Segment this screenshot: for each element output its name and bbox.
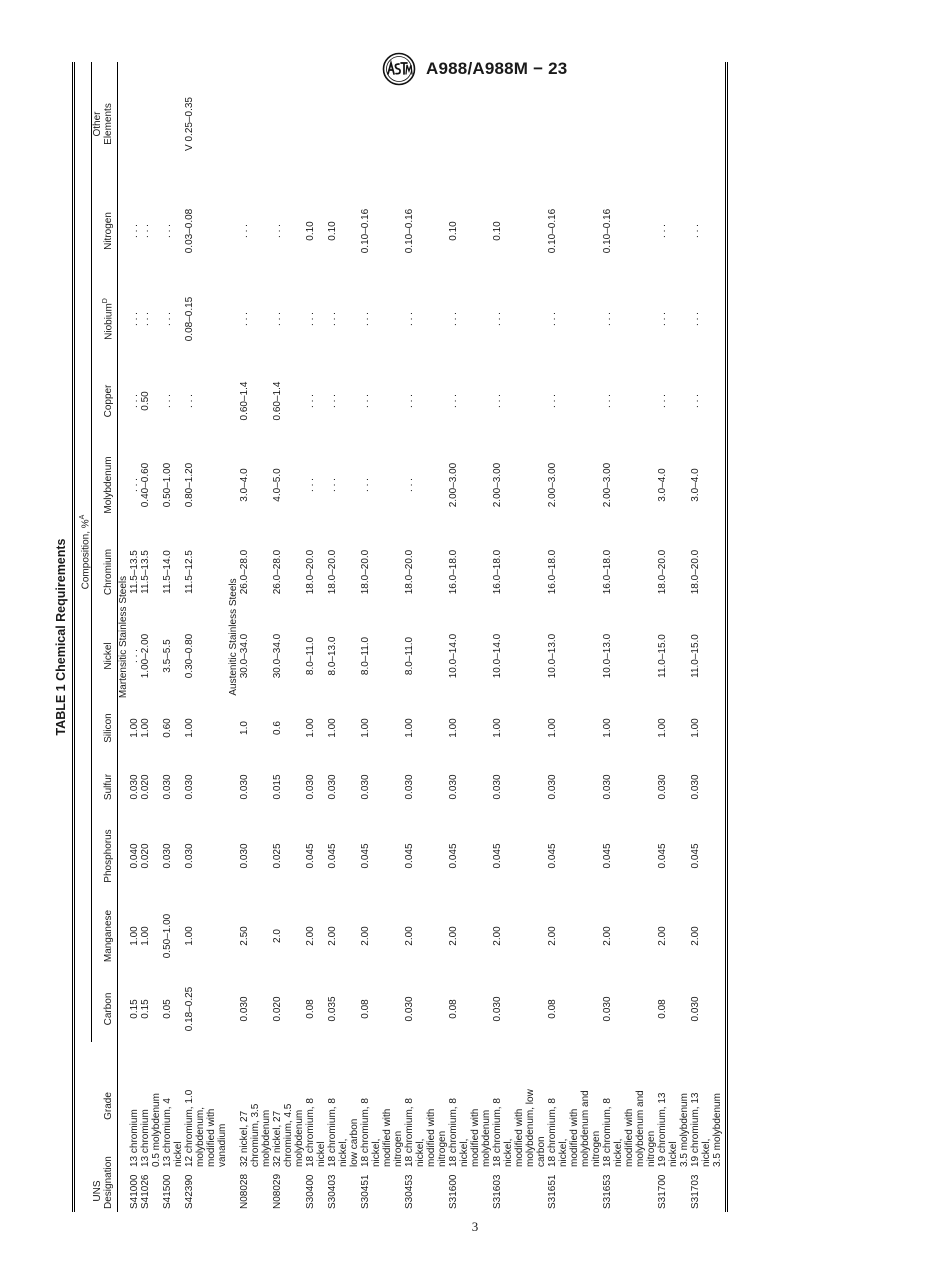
cell-nitrogen: 0.10: [327, 221, 339, 241]
cell-copper: . . .: [657, 394, 669, 408]
cell-nitrogen: 0.10–0.16: [360, 208, 372, 254]
cell-carbon: 0.05: [162, 999, 174, 1019]
cell-phosphorus: 0.045: [657, 843, 669, 869]
cell-phosphorus: 0.025: [272, 843, 284, 869]
cell-carbon: 0.030: [602, 996, 614, 1022]
header-molybdenum-label: Molybdenum: [103, 456, 115, 514]
cell-silicon: 1.00: [547, 718, 559, 738]
cell-nickel: 30.0–34.0: [239, 633, 251, 679]
cell-silicon: 0.6: [272, 721, 284, 735]
table-row: [272, 62, 305, 1212]
cell-sulfur: 0.030: [162, 774, 174, 800]
cell-chromium: 16.0–18.0: [492, 549, 504, 595]
table-row: [547, 62, 602, 1212]
section-row: [228, 62, 239, 1212]
cell-grade: 32 nickel, 27 chromium, 4.5 molybdenum: [272, 1103, 306, 1167]
cell-other-elements: [327, 62, 360, 186]
cell-sulfur: 0.030: [602, 774, 614, 800]
rotated-table-container: [47, 62, 895, 1212]
cell-niobium: . . .: [239, 312, 251, 326]
table-row: [448, 62, 492, 1212]
cell-nitrogen: . . .: [272, 224, 284, 238]
cell-carbon: 0.030: [492, 996, 504, 1022]
cell-grade: 19 chromium, 13 nickel 3.5 molybdenum: [657, 1092, 691, 1167]
cell-niobium: . . .: [547, 312, 559, 326]
cell-nitrogen: 0.10–0.16: [602, 208, 614, 254]
chemical-requirements-table: [72, 62, 728, 1212]
cell-phosphorus: 0.045: [448, 843, 460, 869]
cell-phosphorus: 0.030: [162, 843, 174, 869]
cell-grade: 18 chromium, 8 nickel, modified with molybdenum and nitrogen: [547, 1090, 603, 1167]
header-chromium-label: Chromium: [103, 548, 115, 596]
section-title: Martensitic Stainless Steels: [118, 575, 130, 699]
header-other-elements: [92, 62, 118, 186]
cell-molybdenum: 2.00–3.00: [492, 462, 504, 508]
header-phosphorus: [92, 816, 118, 896]
table-head: [74, 62, 118, 1212]
cell-niobium: . . .: [272, 312, 284, 326]
header-nickel-label: Nickel: [103, 642, 115, 670]
section-row: [118, 62, 130, 1212]
cell-manganese: 2.00: [404, 926, 416, 946]
header-phosphorus-label: Phosphorus: [103, 829, 115, 883]
cell-silicon: 1.00: [657, 718, 669, 738]
cell-sulfur: 0.030: [404, 774, 416, 800]
cell-other-elements: [404, 62, 448, 186]
cell-molybdenum: 2.00–3.00: [602, 462, 614, 508]
cell-nickel: 11.0–15.0: [690, 614, 727, 698]
cell-grade: 18 chromium, 8 nickel: [305, 1098, 328, 1167]
footnote-d-ref: D: [102, 298, 109, 304]
cell-manganese: 2.00: [492, 926, 504, 946]
cell-nickel: 0.30–0.80: [184, 633, 196, 679]
cell-niobium: . . .: [492, 312, 504, 326]
cell-copper: . . .: [690, 362, 727, 440]
cell-sulfur: 0.030: [327, 774, 339, 800]
cell-sulfur: 0.030: [690, 758, 727, 816]
cell-molybdenum: 2.00–3.00: [547, 462, 559, 508]
header-carbon-label: Carbon: [103, 992, 115, 1026]
cell-carbon: 0.18–0.25: [184, 986, 196, 1032]
cell-manganese: 2.00: [547, 926, 559, 946]
cell-molybdenum: 3.0–4.0: [690, 440, 727, 530]
cell-molybdenum: 3.0–4.0: [239, 468, 251, 502]
cell-sulfur: 0.030: [657, 774, 669, 800]
cell-manganese: 2.00: [690, 896, 727, 976]
cell-carbon: 0.08: [305, 999, 317, 1019]
cell-other-elements: [305, 62, 327, 186]
cell-nitrogen: . . .: [657, 224, 669, 238]
cell-chromium: 18.0–20.0: [360, 549, 372, 595]
cell-nitrogen: 0.03–0.08: [184, 208, 196, 254]
cell-grade: 18 chromium, 8 nickel, modified with nitrogen: [404, 1098, 449, 1167]
header-grade: Grade: [75, 1042, 118, 1170]
cell-manganese: 2.00: [448, 926, 460, 946]
cell-grade: 13 chromium: [129, 1109, 141, 1167]
cell-nickel: 10.0–13.0: [602, 633, 614, 679]
cell-nickel: 8.0–11.0: [305, 636, 317, 676]
cell-manganese: 1.00: [140, 926, 152, 946]
cell-silicon: 1.00: [404, 718, 416, 738]
cell-other-elements: [360, 62, 404, 186]
header-niobium-label: Niobium: [103, 303, 115, 340]
cell-nickel: 10.0–14.0: [448, 633, 460, 679]
cell-uns-designation: S30451: [360, 1174, 372, 1209]
cell-other-elements: [162, 62, 184, 186]
cell-niobium: . . .: [162, 312, 174, 326]
cell-copper: . . .: [162, 394, 174, 408]
cell-phosphorus: 0.045: [327, 843, 339, 869]
cell-uns-designation: S31700: [657, 1174, 669, 1209]
footnote-a-ref: A: [79, 514, 86, 520]
cell-silicon: 1.00: [690, 698, 727, 758]
cell-phosphorus: 0.045: [492, 843, 504, 869]
cell-nitrogen: . . .: [239, 224, 251, 238]
page-number: 3: [471, 1219, 479, 1234]
cell-niobium: . . .: [360, 312, 372, 326]
cell-nitrogen: 0.10: [448, 221, 460, 241]
header-manganese: [92, 896, 118, 976]
table-row: [602, 62, 657, 1212]
cell-nitrogen: . . .: [162, 224, 174, 238]
cell-copper: . . .: [129, 394, 141, 408]
cell-nickel: 3.5–5.5: [162, 639, 174, 673]
cell-copper: . . .: [602, 394, 614, 408]
cell-carbon: 0.15: [140, 999, 152, 1019]
cell-niobium: . . .: [129, 312, 141, 326]
cell-other-elements: [657, 62, 690, 186]
header-molybdenum: [92, 440, 118, 530]
cell-other-elements: [129, 62, 140, 186]
header-composition-label: Composition, %: [80, 519, 92, 590]
cell-sulfur: 0.030: [239, 774, 251, 800]
cell-niobium: . . .: [602, 312, 614, 326]
cell-molybdenum: 0.80–1.20: [184, 462, 196, 508]
cell-other-elements: [547, 62, 602, 186]
cell-manganese: 2.50: [239, 926, 251, 946]
cell-manganese: 1.00: [184, 926, 196, 946]
header-niobium: [92, 276, 118, 362]
cell-other-elements: [272, 62, 305, 186]
cell-niobium: . . .: [448, 312, 460, 326]
cell-uns-designation: S31600: [448, 1174, 460, 1209]
cell-grade: 13 chromium 0.5 molybdenum: [140, 1093, 163, 1167]
table-row: [184, 62, 228, 1212]
cell-manganese: 1.00: [129, 926, 141, 946]
cell-manganese: 0.50–1.00: [162, 913, 174, 959]
cell-sulfur: 0.015: [272, 774, 284, 800]
table-body: [118, 62, 727, 1212]
header-manganese-label: Manganese: [103, 909, 115, 963]
cell-sulfur: 0.020: [140, 774, 152, 800]
cell-silicon: 1.0: [239, 721, 251, 735]
cell-silicon: 1.00: [448, 718, 460, 738]
cell-uns-designation: S30403: [327, 1174, 339, 1209]
table-row: [327, 62, 360, 1212]
cell-nitrogen: . . .: [690, 186, 727, 276]
cell-sulfur: 0.030: [129, 774, 141, 800]
cell-other-elements: [690, 62, 727, 186]
table-row: [360, 62, 404, 1212]
cell-uns-designation: S41000: [129, 1174, 141, 1209]
cell-nitrogen: 0.10–0.16: [547, 208, 559, 254]
cell-silicon: 1.00: [602, 718, 614, 738]
cell-nickel: 8.0–11.0: [360, 636, 372, 676]
table-row: [239, 62, 272, 1212]
cell-silicon: 1.00: [305, 718, 317, 738]
cell-phosphorus: 0.020: [140, 843, 152, 869]
header-nitrogen: [92, 186, 118, 276]
header-chromium: [92, 530, 118, 614]
cell-manganese: 2.00: [305, 926, 317, 946]
cell-copper: . . .: [305, 394, 317, 408]
cell-carbon: 0.020: [272, 996, 284, 1022]
cell-grade: 18 chromium, 8 nickel, modified with molybdenum, low carbon: [492, 1089, 548, 1167]
cell-phosphorus: 0.030: [239, 843, 251, 869]
cell-chromium: 18.0–20.0: [327, 549, 339, 595]
cell-niobium: . . .: [690, 276, 727, 362]
section-title: Austenitic Stainless Steels: [228, 578, 240, 696]
cell-chromium: 18.0–20.0: [657, 549, 669, 595]
header-sulfur-label: Sulfur: [103, 773, 115, 801]
cell-other-elements: [448, 62, 492, 186]
cell-molybdenum: . . .: [129, 478, 141, 492]
cell-carbon: 0.08: [547, 999, 559, 1019]
cell-carbon: 0.15: [129, 999, 141, 1019]
cell-molybdenum: . . .: [404, 478, 416, 492]
cell-copper: . . .: [492, 394, 504, 408]
cell-copper: . . .: [404, 394, 416, 408]
cell-copper: 0.60–1.4: [272, 381, 284, 421]
cell-other-elements: [140, 62, 162, 186]
cell-copper: . . .: [547, 394, 559, 408]
header-carbon: [92, 976, 118, 1042]
cell-uns-designation: S31603: [492, 1174, 504, 1209]
header-sulfur: [92, 758, 118, 816]
table-row: [404, 62, 448, 1212]
table-row: [690, 62, 727, 1212]
cell-niobium: . . .: [140, 312, 152, 326]
cell-other-elements: [492, 62, 547, 186]
cell-grade: 18 chromium, 8 nickel, low carbon: [327, 1098, 361, 1167]
cell-molybdenum: . . .: [327, 478, 339, 492]
cell-uns-designation: N08028: [239, 1173, 251, 1209]
cell-chromium: 11.5–13.5: [140, 550, 152, 594]
cell-uns-designation: S42390: [184, 1174, 196, 1209]
cell-nitrogen: . . .: [140, 224, 152, 238]
header-nickel: [92, 614, 118, 698]
cell-phosphorus: 0.045: [404, 843, 416, 869]
header-uns-designation: UNS Designation: [75, 1170, 118, 1212]
cell-nitrogen: 0.10: [492, 221, 504, 241]
cell-other-elements: [602, 62, 657, 186]
cell-niobium: 0.08–0.15: [184, 296, 196, 342]
cell-copper: . . .: [360, 394, 372, 408]
cell-grade: 32 nickel, 27 chromium, 3.5 molybdenum: [239, 1103, 273, 1167]
cell-chromium: 16.0–18.0: [448, 549, 460, 595]
table-row: [129, 62, 140, 1212]
cell-chromium: 18.0–20.0: [305, 549, 317, 595]
cell-other-elements: V 0.25–0.35: [184, 97, 196, 151]
cell-chromium: 18.0–20.0: [404, 549, 416, 595]
cell-silicon: 0.60: [162, 718, 174, 738]
cell-silicon: 1.00: [492, 718, 504, 738]
cell-grade: 13 chromium, 4 nickel: [162, 1098, 185, 1167]
cell-uns-designation: N08029: [272, 1173, 284, 1209]
cell-nickel: . . .: [129, 649, 141, 663]
cell-carbon: 0.08: [448, 999, 460, 1019]
table-row: [305, 62, 327, 1212]
cell-carbon: 0.08: [360, 999, 372, 1019]
cell-copper: 0.50: [140, 391, 152, 411]
header-composition: [75, 62, 92, 1042]
cell-uns-designation: S30400: [305, 1174, 317, 1209]
cell-manganese: 2.00: [360, 926, 372, 946]
cell-nickel: 1.00–2.00: [140, 633, 152, 679]
cell-manganese: 2.0: [272, 929, 284, 943]
cell-sulfur: 0.030: [184, 774, 196, 800]
cell-chromium: 26.0–28.0: [239, 549, 251, 595]
cell-silicon: 1.00: [360, 718, 372, 738]
cell-nickel: 30.0–34.0: [272, 633, 284, 679]
cell-phosphorus: 0.045: [360, 843, 372, 869]
table-row: [162, 62, 184, 1212]
cell-manganese: 2.00: [602, 926, 614, 946]
document-designation: A988/A988M − 23: [426, 59, 568, 78]
header-silicon: [92, 698, 118, 758]
cell-nickel: 10.0–14.0: [492, 633, 504, 679]
cell-nitrogen: 0.10: [305, 221, 317, 241]
cell-chromium: 11.5–12.5: [184, 550, 196, 594]
cell-chromium: 26.0–28.0: [272, 549, 284, 595]
cell-grade: 18 chromium, 8 nickel, modified with molybdenum: [448, 1098, 493, 1167]
cell-copper: . . .: [327, 394, 339, 408]
cell-silicon: 1.00: [184, 718, 196, 738]
cell-molybdenum: 0.40–0.60: [140, 462, 152, 508]
cell-copper: 0.60–1.4: [239, 381, 251, 421]
table-row: [140, 62, 162, 1212]
cell-molybdenum: . . .: [305, 478, 317, 492]
cell-phosphorus: 0.045: [305, 843, 317, 869]
cell-uns-designation: S30453: [404, 1174, 416, 1209]
table-row: [492, 62, 547, 1212]
cell-phosphorus: 0.045: [547, 843, 559, 869]
cell-sulfur: 0.030: [360, 774, 372, 800]
cell-other-elements: [239, 62, 272, 186]
cell-grade: 18 chromium, 8 nickel, modified with nitrogen: [360, 1098, 405, 1167]
cell-phosphorus: 0.030: [184, 843, 196, 869]
cell-silicon: 1.00: [140, 718, 152, 738]
cell-uns-designation: S41026: [140, 1174, 152, 1209]
cell-uns-designation: S41500: [162, 1174, 174, 1209]
header-nitrogen-label: Nitrogen: [103, 212, 115, 250]
cell-sulfur: 0.030: [448, 774, 460, 800]
cell-sulfur: 0.030: [547, 774, 559, 800]
cell-carbon: 0.030: [690, 976, 727, 1042]
cell-phosphorus: 0.045: [690, 816, 727, 896]
cell-nickel: 10.0–13.0: [547, 633, 559, 679]
cell-niobium: . . .: [657, 312, 669, 326]
cell-molybdenum: 4.0–5.0: [272, 468, 284, 502]
column-header-row: [92, 62, 118, 1212]
cell-niobium: . . .: [305, 312, 317, 326]
cell-niobium: . . .: [404, 312, 416, 326]
table-row: [657, 62, 690, 1212]
cell-grade: 18 chromium, 8 nickel, modified with molybdenum and nitrogen: [602, 1090, 658, 1167]
cell-chromium: 16.0–18.0: [547, 549, 559, 595]
cell-chromium: 11.5–14.0: [162, 550, 174, 594]
header-silicon-label: Silicon: [103, 713, 115, 743]
cell-uns-designation: S31653: [602, 1174, 614, 1209]
cell-molybdenum: 0.50–1.00: [162, 462, 174, 508]
cell-nickel: 8.0–13.0: [327, 636, 339, 676]
cell-chromium: 18.0–20.0: [690, 530, 727, 614]
cell-manganese: 2.00: [327, 926, 339, 946]
cell-carbon: 0.08: [657, 999, 669, 1019]
cell-phosphorus: 0.040: [129, 843, 141, 869]
cell-manganese: 2.00: [657, 926, 669, 946]
cell-nitrogen: . . .: [129, 224, 141, 238]
header-copper: [92, 362, 118, 440]
cell-chromium: 16.0–18.0: [602, 549, 614, 595]
cell-uns-designation: S31703: [690, 1170, 727, 1212]
cell-sulfur: 0.030: [492, 774, 504, 800]
cell-carbon: 0.030: [239, 996, 251, 1022]
cell-grade: 19 chromium, 13 nickel, 3.5 molybdenum: [690, 1042, 727, 1170]
cell-chromium: 11.5–13.5: [129, 550, 141, 594]
cell-molybdenum: . . .: [360, 478, 372, 492]
cell-copper: . . .: [184, 394, 196, 408]
cell-nickel: 8.0–11.0: [404, 636, 416, 676]
cell-carbon: 0.035: [327, 996, 339, 1022]
header-other-elements-label: Other Elements: [92, 103, 115, 145]
cell-molybdenum: 2.00–3.00: [448, 462, 460, 508]
cell-grade: 12 chromium, 1.0 molybdenum, modified with vanadium: [184, 1089, 229, 1167]
table-caption: TABLE 1 Chemical Requirements: [54, 538, 68, 736]
cell-nitrogen: 0.10–0.16: [404, 208, 416, 254]
cell-silicon: 1.00: [129, 718, 141, 738]
header-copper-label: Copper: [103, 384, 115, 418]
cell-copper: . . .: [448, 394, 460, 408]
cell-molybdenum: 3.0–4.0: [657, 468, 669, 502]
cell-niobium: . . .: [327, 312, 339, 326]
cell-silicon: 1.00: [327, 718, 339, 738]
cell-phosphorus: 0.045: [602, 843, 614, 869]
cell-uns-designation: S31651: [547, 1174, 559, 1209]
cell-sulfur: 0.030: [305, 774, 317, 800]
cell-carbon: 0.030: [404, 996, 416, 1022]
cell-nickel: 11.0–15.0: [657, 634, 669, 678]
